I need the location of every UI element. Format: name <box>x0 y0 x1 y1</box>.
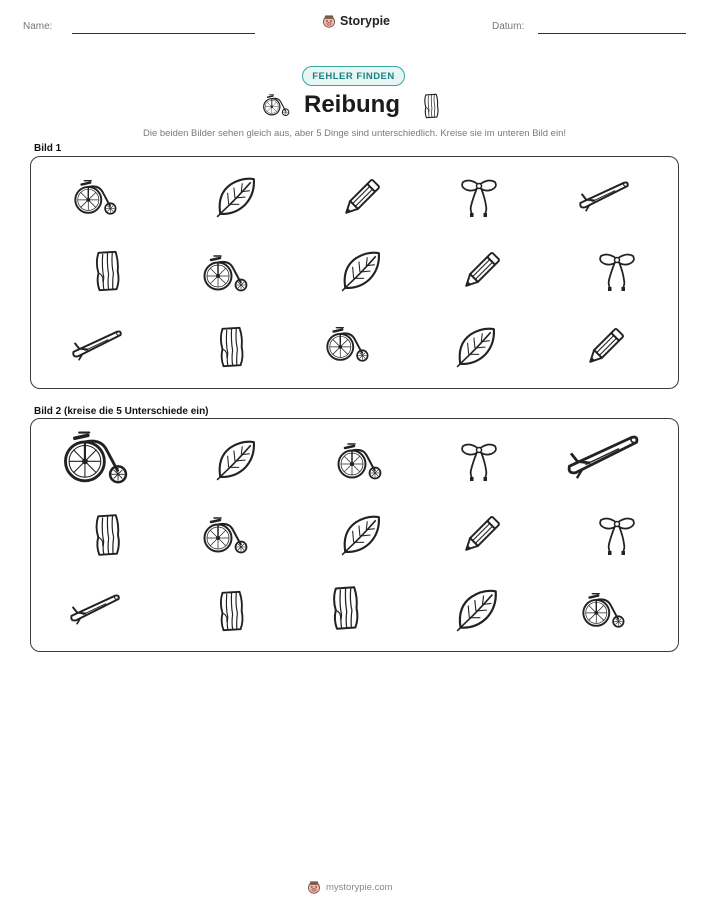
leaf-icon <box>215 175 257 219</box>
bicycle-icon <box>579 589 627 631</box>
bicycle-icon <box>71 177 119 217</box>
bark-icon <box>327 585 363 631</box>
stick-icon <box>67 589 123 627</box>
leaf-icon <box>340 513 382 557</box>
bicycle-icon <box>323 323 371 365</box>
bark-icon <box>215 325 247 369</box>
footer-url[interactable]: mystorypie.com <box>326 881 393 893</box>
bow-icon <box>597 251 637 293</box>
picture-2-label: Bild 2 (kreise die 5 Unterschiede ein) <box>34 406 209 417</box>
leaf-icon <box>340 249 382 293</box>
brand-name: Storypie <box>340 14 391 28</box>
footer <box>307 880 393 894</box>
pencil-icon <box>583 323 627 371</box>
stick-icon <box>563 429 643 481</box>
bicycle-icon <box>59 427 131 487</box>
pencil-icon <box>459 511 503 559</box>
leaf-icon <box>455 587 499 633</box>
pencil-icon <box>339 175 383 221</box>
bark-icon <box>215 589 247 633</box>
bark-icon <box>420 93 442 119</box>
bow-icon <box>459 441 499 483</box>
name-line[interactable] <box>72 33 255 34</box>
picture-1-label: Bild 1 <box>34 143 62 154</box>
brand-logo <box>322 14 390 28</box>
stick-icon <box>576 177 632 213</box>
bow-icon <box>597 515 637 557</box>
leaf-icon <box>215 437 257 483</box>
name-label: Name: <box>23 21 53 32</box>
bark-icon <box>90 513 124 557</box>
bark-icon <box>91 249 123 293</box>
bicycle-icon <box>200 253 250 293</box>
pencil-icon <box>459 247 503 295</box>
date-line[interactable] <box>538 33 686 34</box>
stick-icon <box>69 325 125 363</box>
bicycle-icon <box>200 515 250 555</box>
picture-1-panel <box>30 156 679 389</box>
pig-mascot-icon <box>322 14 336 28</box>
bicycle-icon <box>334 439 384 483</box>
bow-icon <box>459 177 499 219</box>
picture-2-panel <box>30 418 679 652</box>
page-title: Reibung <box>304 91 400 118</box>
instructions: Die beiden Bilder sehen gleich aus, aber 5 Dinge sind unterschiedlich. Kreise sie im unteren Bild ein! <box>143 128 566 139</box>
activity-badge: FEHLER FINDEN <box>302 66 405 86</box>
date-label: Datum: <box>492 21 525 32</box>
bicycle-icon <box>261 93 291 117</box>
leaf-icon <box>455 325 497 369</box>
pig-mascot-icon <box>307 880 321 894</box>
